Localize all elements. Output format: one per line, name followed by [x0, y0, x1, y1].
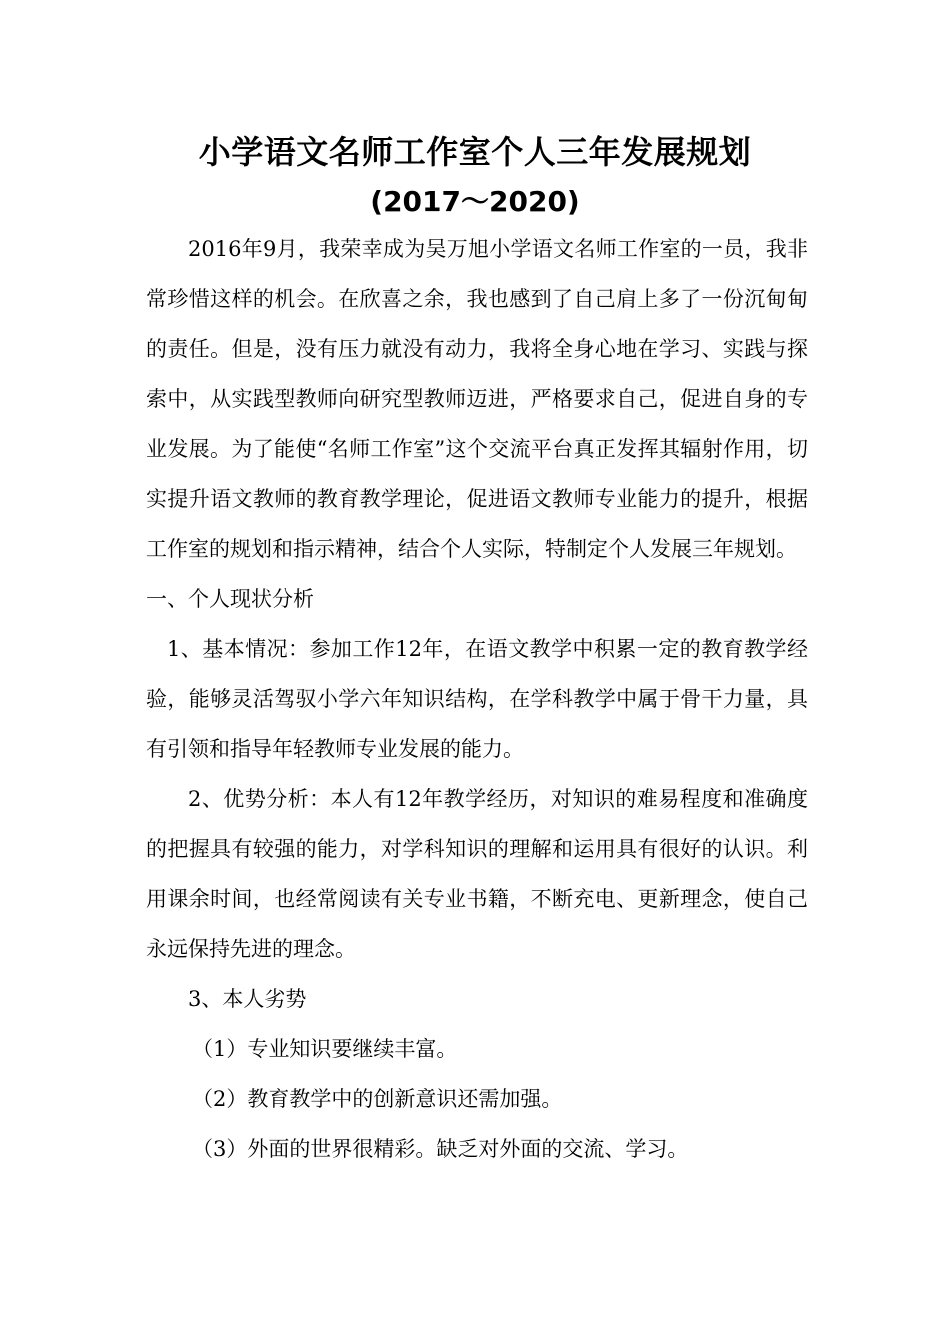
- document-body: [146, 224, 808, 1174]
- sub-item: （1）专业知识要继续丰富。: [192, 1037, 458, 1061]
- section-heading: 一、个人现状分析: [146, 587, 314, 611]
- item-disadvantages: 3、本人劣势: [188, 987, 307, 1011]
- sub-item: （2）教育教学中的创新意识还需加强。: [192, 1087, 563, 1111]
- item-basic-situation: 1、基本情况：参加工作12年，在语文教学中积累一定的教育教学经验，能够灵活驾驭小学六年知识结构，在学科教学中属于骨干力量，具有引领和指导年轻教师专业发展的能力。: [146, 637, 808, 761]
- sub-item: （3）外面的世界很精彩。缺乏对外面的交流、学习。: [192, 1137, 689, 1161]
- document-title: 小学语文名师工作室个人三年发展规划: [198, 133, 752, 171]
- item-advantages: 2、优势分析：本人有12年教学经历，对知识的难易程度和准确度的把握具有较强的能力，对学科知识的理解和运用具有很好的认识。利用课余时间，也经常阅读有关专业书籍，不断充电、更新理念，使自己永远保持先进的理念。: [146, 787, 808, 961]
- intro-paragraph: 2016年9月，我荣幸成为吴万旭小学语文名师工作室的一员，我非常珍惜这样的机会。在欣喜之余，我也感到了自己肩上多了一份沉甸甸的责任。但是，没有压力就没有动力，我将全身心地在学习、实践与探索中，从实践型教师向研究型教师迈进，严格要求自己，促进自身的专业发展。为了能使“名师工作室”这个交流平台真正发挥其辐射作用，切实提升语文教师的教育教学理论，促进语文教师专业能力的提升，根据工作室的规划和指示精神，结合个人实际，特制定个人发展三年规划。: [146, 237, 808, 561]
- document-subtitle: (2017～2020): [370, 185, 580, 218]
